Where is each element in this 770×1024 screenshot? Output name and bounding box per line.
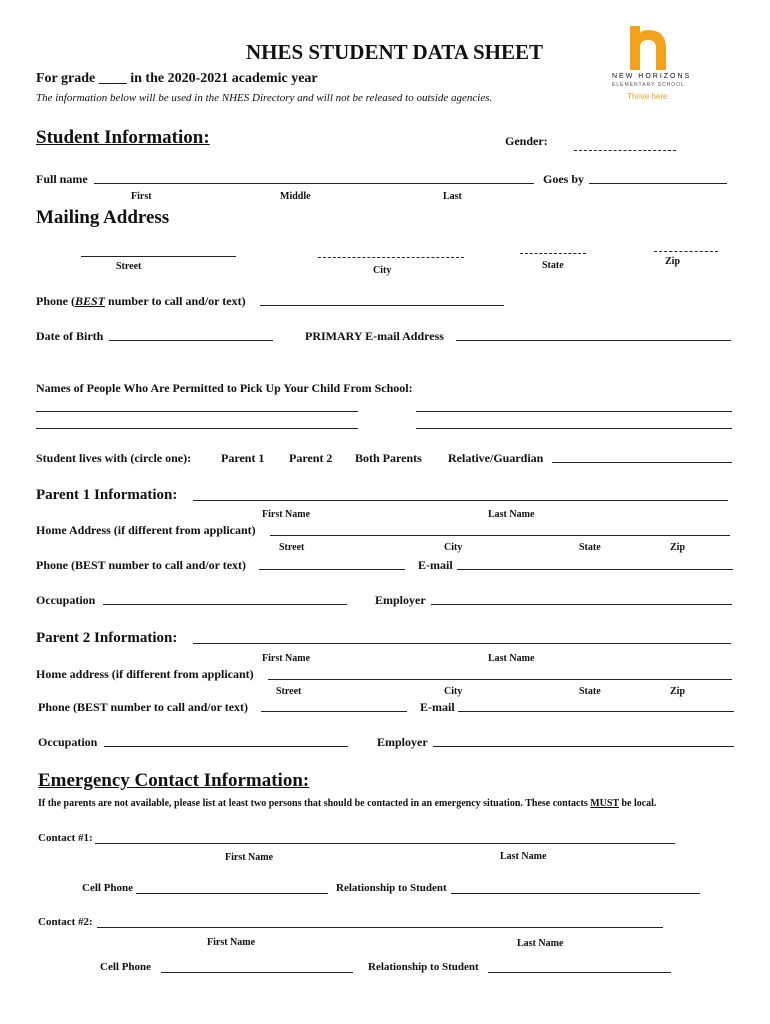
option-both-parents[interactable]: Both Parents: [355, 451, 422, 465]
parent2-home-address-label: Home address (if different from applicant): [36, 667, 254, 681]
contact1-relationship-label: Relationship to Student: [336, 882, 447, 894]
parent1-employer-field[interactable]: [431, 604, 732, 605]
parent2-first-name-caption: First Name: [262, 653, 311, 664]
last-caption: Last: [443, 191, 462, 202]
parent2-employer-field[interactable]: [433, 746, 734, 747]
pickup-field-3[interactable]: [36, 428, 358, 429]
contact2-relationship-label: Relationship to Student: [368, 961, 479, 973]
contact1-last-name-caption: Last Name: [500, 851, 547, 862]
option-parent-2[interactable]: Parent 2: [289, 451, 333, 465]
state-field[interactable]: [520, 253, 586, 254]
primary-email-field[interactable]: [456, 340, 731, 341]
parent1-heading: Parent 1 Information:: [36, 487, 178, 503]
full-name-label: Full name: [36, 172, 88, 186]
parent2-occupation-label: Occupation: [38, 735, 98, 749]
dob-field[interactable]: [109, 340, 273, 341]
dob-label: Date of Birth: [36, 329, 104, 343]
goes-by-label: Goes by: [543, 172, 585, 186]
logo-name: NEW HORIZONS: [612, 73, 692, 80]
relative-guardian-field[interactable]: [552, 462, 732, 463]
parent1-occupation-label: Occupation: [36, 593, 96, 607]
parent1-email-field[interactable]: [457, 569, 733, 570]
city-caption: City: [373, 265, 392, 276]
parent2-state-caption: State: [579, 686, 601, 697]
contact2-label: Contact #2:: [38, 916, 93, 928]
emergency-note-suffix: be local.: [618, 798, 657, 809]
parent2-email-label: E-mail: [420, 700, 455, 714]
city-field[interactable]: [318, 257, 464, 258]
logo-n-icon: [608, 22, 688, 74]
zip-field[interactable]: [654, 251, 718, 252]
phone-label-best: BEST: [75, 294, 106, 308]
middle-caption: Middle: [280, 191, 311, 202]
grade-line: For grade ____ in the 2020-2021 academic year: [36, 71, 318, 86]
student-info-heading: Student Information:: [36, 127, 210, 148]
primary-email-label: PRIMARY E-mail Address: [305, 329, 444, 343]
lives-with-label: Student lives with (circle one):: [36, 451, 192, 465]
option-parent-1[interactable]: Parent 1: [221, 451, 265, 465]
contact1-cell-phone-field[interactable]: [136, 893, 328, 894]
pickup-field-2[interactable]: [416, 411, 732, 412]
parent1-home-address-label: Home Address (if different from applicant): [36, 523, 256, 537]
first-caption: First: [131, 191, 152, 202]
phone-field[interactable]: [260, 305, 504, 306]
state-caption: State: [542, 260, 564, 271]
option-relative-guardian[interactable]: Relative/Guardian: [448, 451, 544, 465]
phone-label: [36, 294, 246, 309]
parent2-name-field[interactable]: [193, 643, 731, 644]
contact2-name-field[interactable]: [97, 927, 663, 928]
street-field[interactable]: [81, 256, 236, 257]
emergency-note-prefix: If the parents are not available, please list at least two persons that should be contacted in an emergency situation. These contacts: [38, 798, 591, 809]
contact2-cell-phone-label: Cell Phone: [100, 961, 152, 973]
parent2-last-name-caption: Last Name: [488, 653, 535, 664]
contact1-label: Contact #1:: [38, 832, 93, 844]
parent1-employer-label: Employer: [375, 593, 426, 607]
parent1-phone-label: Phone (BEST number to call and/or text): [36, 558, 247, 572]
pickup-field-1[interactable]: [36, 411, 358, 412]
contact2-relationship-field[interactable]: [488, 972, 671, 973]
page-title: NHES STUDENT DATA SHEET: [246, 40, 544, 64]
parent2-email-field[interactable]: [458, 711, 734, 712]
parent1-email-label: E-mail: [418, 558, 453, 572]
parent1-last-name-caption: Last Name: [488, 509, 535, 520]
gender-label: Gender:: [505, 134, 548, 148]
parent1-phone-field[interactable]: [259, 569, 405, 570]
emergency-heading: Emergency Contact Information:: [38, 770, 310, 791]
parent1-name-field[interactable]: [193, 500, 728, 501]
phone-label-prefix: Phone (: [36, 294, 75, 308]
logo-sub: ELEMENTARY SCHOOL: [612, 82, 685, 88]
parent1-first-name-caption: First Name: [262, 509, 311, 520]
parent2-heading: Parent 2 Information:: [36, 630, 178, 646]
parent1-occupation-field[interactable]: [103, 604, 347, 605]
logo-tagline: Thrive here.: [627, 92, 670, 101]
contact2-cell-phone-field[interactable]: [161, 972, 353, 973]
emergency-note: [38, 798, 656, 809]
street-caption: Street: [116, 261, 142, 272]
pickup-label: Names of People Who Are Permitted to Pick Up Your Child From School:: [36, 381, 413, 395]
parent2-street-caption: Street: [276, 686, 302, 697]
gender-field[interactable]: [574, 150, 676, 151]
mailing-address-heading: Mailing Address: [36, 207, 170, 228]
parent1-city-caption: City: [444, 542, 463, 553]
parent1-zip-caption: Zip: [670, 542, 686, 553]
pickup-field-4[interactable]: [416, 428, 732, 429]
parent1-state-caption: State: [579, 542, 601, 553]
contact1-relationship-field[interactable]: [451, 893, 700, 894]
parent1-home-address-field[interactable]: [270, 535, 730, 536]
full-name-field[interactable]: [94, 183, 534, 184]
zip-caption: Zip: [665, 256, 681, 267]
emergency-note-must: MUST: [590, 798, 619, 809]
parent2-phone-label: Phone (BEST number to call and/or text): [38, 700, 249, 714]
goes-by-field[interactable]: [589, 183, 727, 184]
contact1-name-field[interactable]: [95, 843, 675, 844]
school-logo: [608, 22, 692, 106]
contact1-first-name-caption: First Name: [225, 852, 274, 863]
parent2-occupation-field[interactable]: [104, 746, 348, 747]
parent1-street-caption: Street: [279, 542, 305, 553]
phone-label-suffix: number to call and/or text): [105, 294, 246, 308]
parent2-zip-caption: Zip: [670, 686, 686, 697]
contact1-cell-phone-label: Cell Phone: [82, 882, 134, 894]
parent2-employer-label: Employer: [377, 735, 428, 749]
parent2-city-caption: City: [444, 686, 463, 697]
parent2-phone-field[interactable]: [261, 711, 407, 712]
contact2-first-name-caption: First Name: [207, 937, 256, 948]
directory-note: The information below will be used in the NHES Directory and will not be released to outside agencies.: [36, 92, 493, 104]
contact2-last-name-caption: Last Name: [517, 938, 564, 949]
parent2-home-address-field[interactable]: [268, 679, 732, 680]
